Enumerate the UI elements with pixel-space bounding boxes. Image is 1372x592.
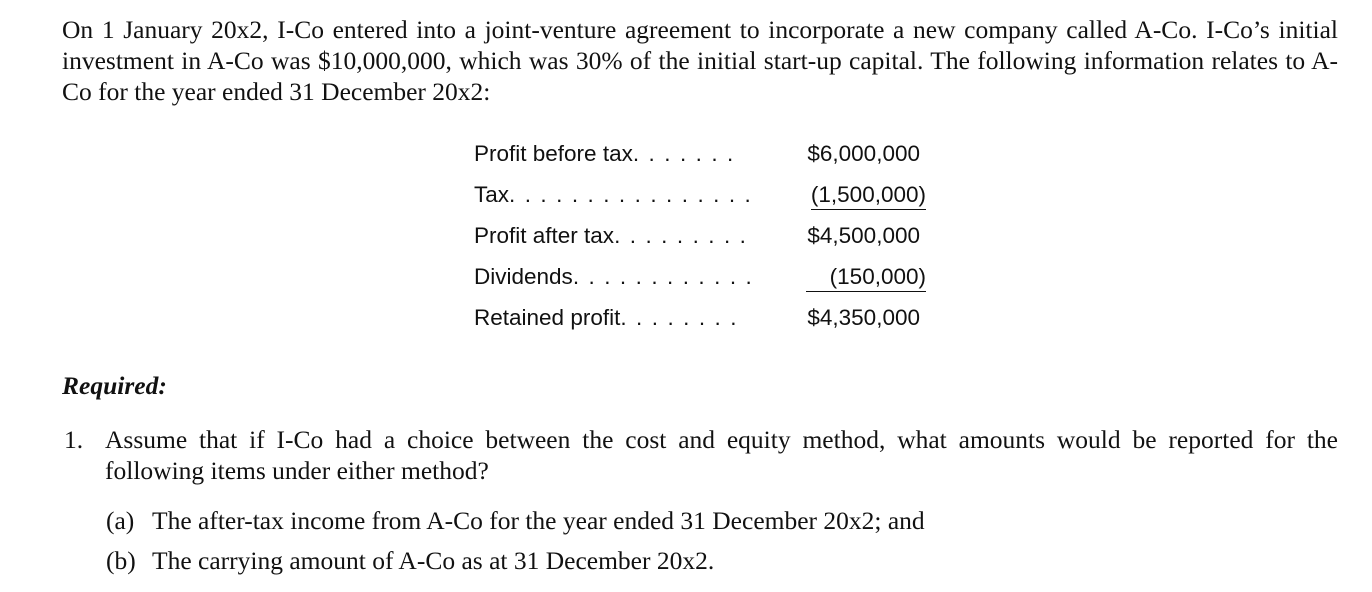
row-value: $4,350,000 xyxy=(807,305,920,330)
row-value: (1,500,000) xyxy=(811,182,926,210)
row-label-text: Dividends xyxy=(474,264,573,289)
sub-question-text: The carrying amount of A-Co as at 31 December 20x2. xyxy=(152,546,715,575)
table-row xyxy=(474,135,934,176)
required-heading: Required: xyxy=(62,371,167,400)
table-row xyxy=(474,176,934,217)
sub-question-letter: (b) xyxy=(106,546,136,575)
leader-dots: . . . . . . . . . . . . xyxy=(572,264,754,289)
financial-summary-table xyxy=(474,135,934,340)
row-value: (150,000) xyxy=(806,264,926,292)
row-label xyxy=(474,141,735,167)
row-label xyxy=(474,305,738,331)
sub-question-letter: (a) xyxy=(106,506,135,535)
row-label-text: Profit before tax xyxy=(474,141,633,166)
table-row xyxy=(474,258,934,299)
row-label-text: Retained profit xyxy=(474,305,621,330)
question-text: Assume that if I-Co had a choice between the cost and equity method, what amounts would be reported for the following items under either method? xyxy=(105,425,1338,485)
leader-dots: . . . . . . . . xyxy=(620,305,739,330)
row-value: $6,000,000 xyxy=(807,141,920,166)
row-label-text: Tax xyxy=(474,182,510,207)
leader-dots: . . . . . . . xyxy=(632,141,735,166)
row-value: $4,500,000 xyxy=(807,223,920,248)
row-label xyxy=(474,264,753,290)
row-label xyxy=(474,223,748,249)
table-row xyxy=(474,217,934,258)
sub-question-text: The after-tax income from A-Co for the year ended 31 December 20x2; and xyxy=(152,506,925,535)
intro-paragraph: On 1 January 20x2, I-Co entered into a joint-venture agreement to incorporate a new company called A-Co. I-Co’s initial investment in A-Co was $10,000,000, which was 30% of the initial start-up capital. The following information relates to A-Co for the year ended 31 December 20x2: xyxy=(62,15,1338,106)
row-label-text: Profit after tax xyxy=(474,223,615,248)
sub-question-a xyxy=(106,505,925,536)
row-label xyxy=(474,182,752,208)
leader-dots: . . . . . . . . . . . . . . . . xyxy=(509,182,753,207)
table-row xyxy=(474,299,934,340)
question-number: 1. xyxy=(64,425,84,454)
leader-dots: . . . . . . . . . xyxy=(614,223,748,248)
sub-question-b xyxy=(106,545,714,576)
